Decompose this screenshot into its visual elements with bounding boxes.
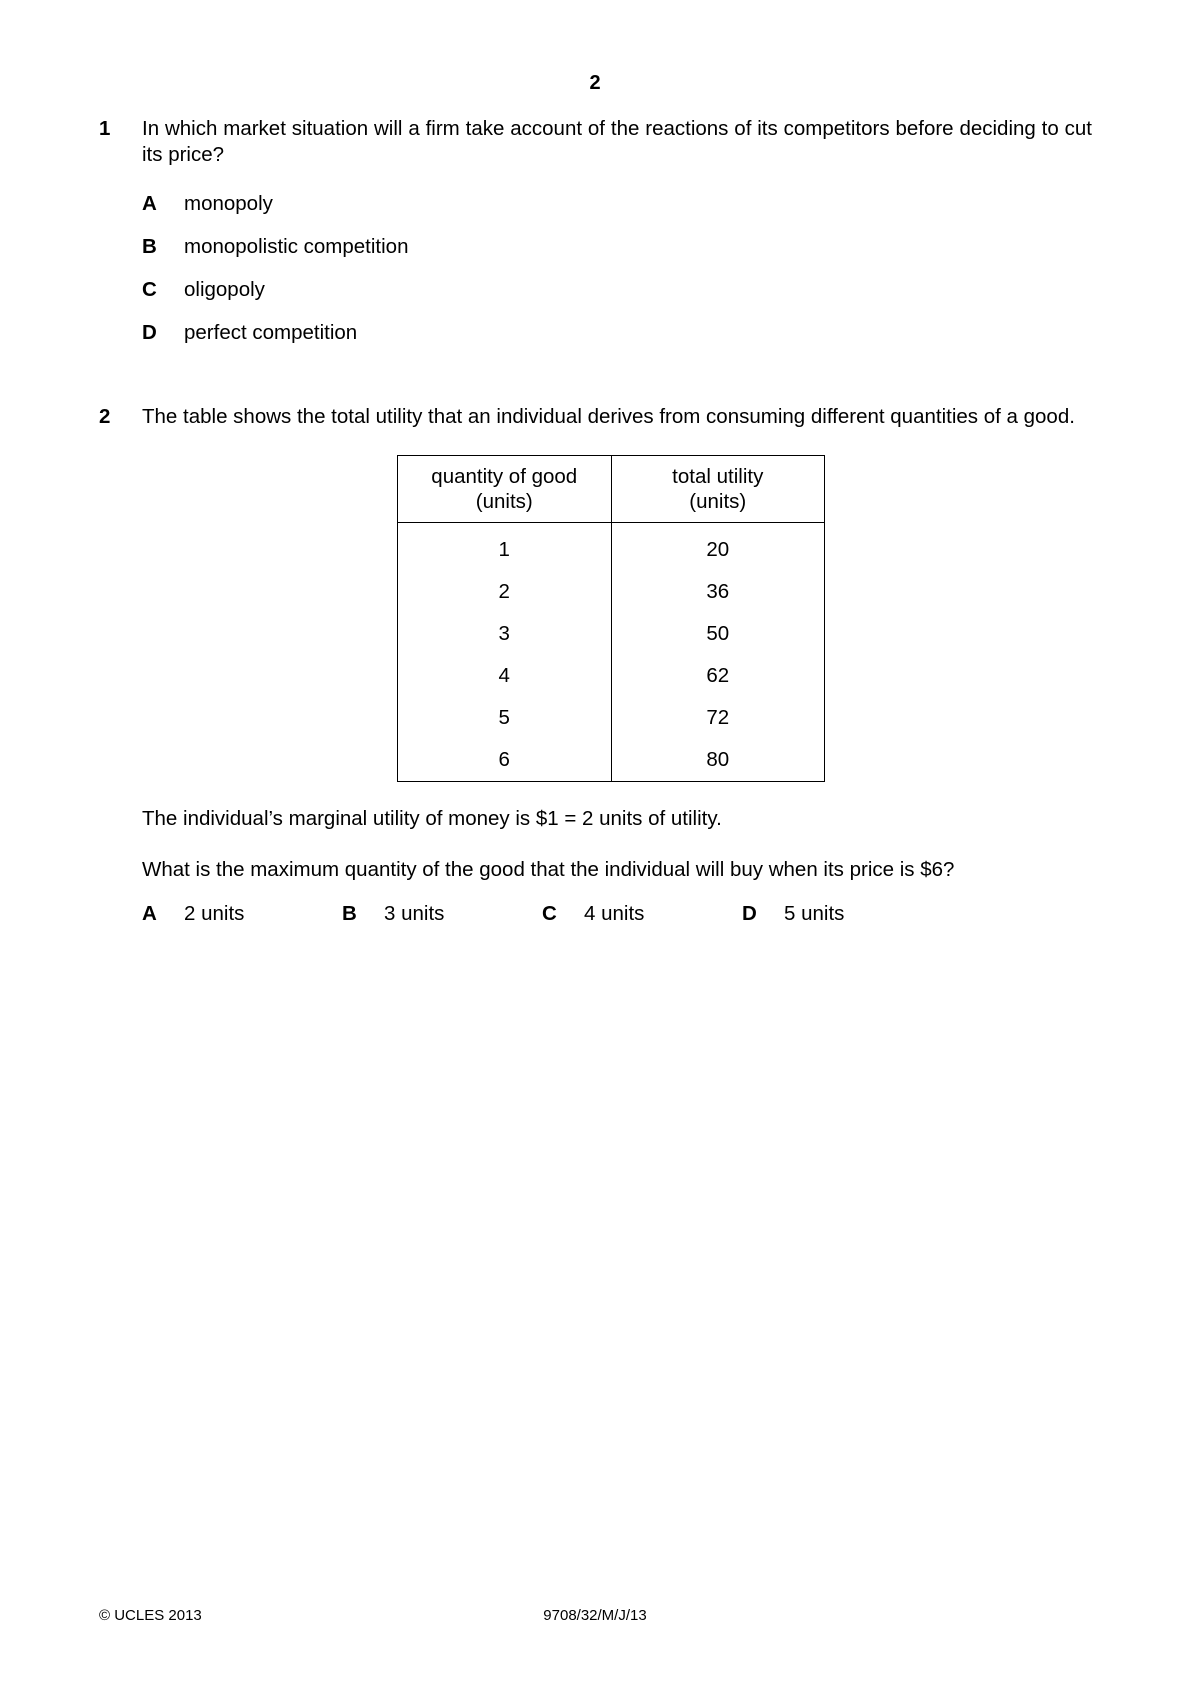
option-text: oligopoly <box>184 277 265 301</box>
table-row <box>398 655 825 697</box>
table-row <box>398 613 825 655</box>
question-number: 1 <box>99 117 111 140</box>
table-header-row <box>398 456 825 523</box>
question-1 <box>99 116 1099 354</box>
utility-table-wrapper <box>397 455 825 782</box>
option-text: perfect competition <box>184 320 358 344</box>
cell-quantity: 6 <box>398 739 612 782</box>
option-text: 3 units <box>384 902 445 925</box>
option-letter: C <box>542 902 557 925</box>
question-2 <box>99 404 1099 927</box>
header-quantity <box>398 456 612 523</box>
table-row <box>398 697 825 739</box>
option-a <box>142 182 1099 225</box>
option-text: monopolistic competition <box>184 234 409 258</box>
option-text: 5 units <box>784 902 845 925</box>
utility-table <box>397 455 825 782</box>
option-d <box>142 311 1099 354</box>
cell-quantity: 1 <box>398 523 612 572</box>
header-line: quantity of good <box>431 465 578 488</box>
option-letter: A <box>142 191 157 215</box>
cell-utility: 36 <box>611 571 825 613</box>
option-c <box>542 901 742 927</box>
option-letter: D <box>142 320 157 344</box>
option-c <box>142 268 1099 311</box>
option-letter: B <box>342 902 357 925</box>
cell-utility: 20 <box>611 523 825 572</box>
cell-utility: 72 <box>611 697 825 739</box>
option-b <box>342 901 542 927</box>
header-unit: (units) <box>689 490 747 513</box>
option-text: 4 units <box>584 902 645 925</box>
page-number: 2 <box>589 72 601 94</box>
option-d <box>742 901 942 927</box>
question-text: The table shows the total utility that an individual derives from consuming different quantities of a good. <box>142 405 1075 428</box>
option-letter: C <box>142 277 157 301</box>
question-statement: The individual’s marginal utility of money is $1 = 2 units of utility. <box>142 807 722 830</box>
option-text: 2 units <box>184 902 245 925</box>
question-prompt: What is the maximum quantity of the good that the individual will buy when its price is $6? <box>142 858 955 881</box>
option-letter: A <box>142 902 157 925</box>
cell-utility: 50 <box>611 613 825 655</box>
option-a <box>142 901 342 927</box>
header-line: total utility <box>672 465 764 488</box>
header-unit: (units) <box>475 490 533 513</box>
footer-paper-code: 9708/32/M/J/13 <box>543 1607 647 1624</box>
question-number: 2 <box>99 405 111 428</box>
answer-options <box>142 182 1099 354</box>
table-row <box>398 523 825 572</box>
cell-quantity: 4 <box>398 655 612 697</box>
cell-quantity: 3 <box>398 613 612 655</box>
header-total-utility <box>611 456 825 523</box>
option-letter: D <box>742 902 757 925</box>
option-text: monopoly <box>184 191 273 215</box>
cell-utility: 62 <box>611 655 825 697</box>
cell-quantity: 2 <box>398 571 612 613</box>
table-row <box>398 739 825 782</box>
cell-quantity: 5 <box>398 697 612 739</box>
answer-options <box>142 901 1099 927</box>
option-b <box>142 225 1099 268</box>
footer-copyright: © UCLES 2013 <box>99 1607 202 1624</box>
question-text: In which market situation will a firm take account of the reactions of its competitors before deciding to cut its price? <box>142 117 1092 166</box>
table-row <box>398 571 825 613</box>
option-letter: B <box>142 234 157 258</box>
cell-utility: 80 <box>611 739 825 782</box>
